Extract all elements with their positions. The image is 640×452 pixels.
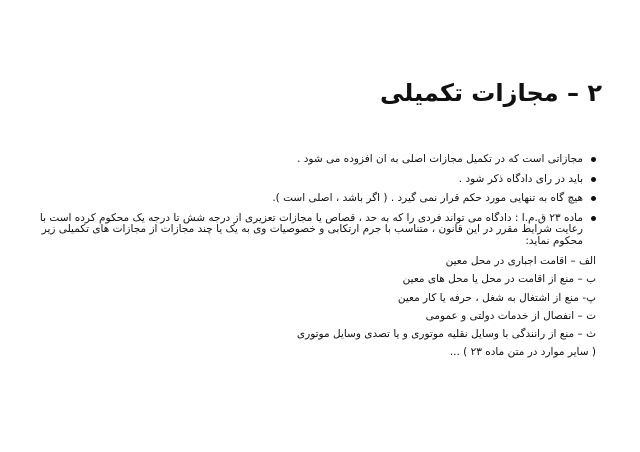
- bullet-text: ماده ۲۳ ق.م.ا : دادگاه می تواند فردی را که به حد ، قصاص یا مجازات تعزیری از درجه شش تا درجه یک محکوم کرده است با رعایت شرایط مقرر در این قانون ، متناسب با جرم ارتکابی و خصوصیات وی به یک یا چند مجازات از مجازات های تکمیلی زیر محکوم نماید:: [39, 211, 583, 247]
- penalty-sublist: [36, 252, 596, 362]
- penalty-item: ت – انفصال از خدمات دولتی و عمومی: [425, 309, 596, 322]
- bullet-item: [36, 174, 596, 186]
- penalty-item: ب – منع از اقامت در محل یا محل های معین: [402, 273, 596, 286]
- bullet-item: [36, 213, 596, 248]
- bullet-item: [36, 154, 596, 166]
- penalty-item: الف – اقامت اجباری در محل معین: [445, 255, 596, 267]
- bullet-text: باید در رای دادگاه ذکر شود .: [458, 172, 583, 185]
- slide-title: ۲ – مجازات تکمیلی: [380, 79, 602, 107]
- bullet-dot-icon: [591, 216, 596, 221]
- bullet-dot-icon: [591, 177, 596, 182]
- bullet-dot-icon: [591, 157, 596, 162]
- bullet-item: [36, 193, 596, 205]
- penalty-item: ث – منع از رانندگی با وسایل نقلیه موتوری و یا تصدی وسایل موتوری: [296, 328, 596, 341]
- bullet-text: هیچ گاه به تنهایی مورد حکم قرار نمی گیرد . ( اگر باشد ، اصلی است ).: [272, 192, 583, 204]
- penalty-item: ( سایر موارد در متن ماده ۲۳ ) ...: [449, 346, 596, 359]
- bullet-dot-icon: [591, 196, 596, 201]
- bullet-list: [36, 154, 596, 255]
- bullet-text: مجازاتی است که در تکمیل مجازات اصلی به ان افزوده می شود .: [297, 153, 583, 165]
- penalty-item: پ- منع از اشتغال به شغل ، حرفه یا کار معین: [397, 291, 596, 304]
